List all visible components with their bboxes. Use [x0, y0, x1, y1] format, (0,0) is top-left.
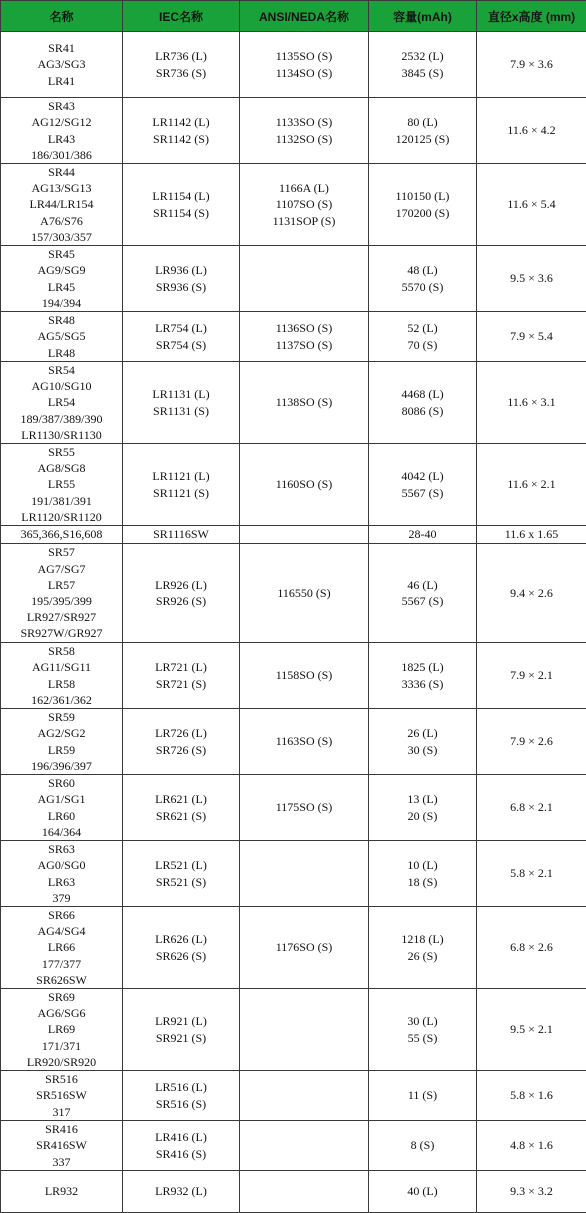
- cell-capacity: [369, 709, 477, 775]
- cell-iec-name-line: SR926 (S): [125, 593, 237, 609]
- cell-name-line: 162/361/362: [3, 692, 120, 708]
- table-row: [1, 526, 586, 544]
- cell-ansi-neda-name-line: 1132SO (S): [242, 131, 366, 147]
- cell-name-line: SR516: [3, 1071, 120, 1087]
- table-row: [1, 98, 586, 164]
- cell-dimensions: [477, 643, 586, 709]
- cell-capacity: [369, 989, 477, 1071]
- table-row: [1, 246, 586, 312]
- table-row: [1, 444, 586, 526]
- table-row: [1, 1171, 586, 1213]
- table-body: [1, 32, 586, 1213]
- cell-dimensions: [477, 841, 586, 907]
- cell-capacity-line: 4468 (L): [371, 386, 474, 402]
- cell-dimensions-value: 5.8 × 2.1: [479, 865, 584, 881]
- cell-ansi-neda-name-line: 1163SO (S): [242, 733, 366, 749]
- cell-dimensions-value: 11.6 × 5.4: [479, 196, 584, 212]
- cell-ansi-neda-name-line: 1107SO (S): [242, 196, 366, 212]
- cell-iec-name: [123, 643, 240, 709]
- table-row: [1, 312, 586, 362]
- cell-name: [1, 544, 123, 643]
- cell-dimensions: [477, 989, 586, 1071]
- cell-name-line: LR69: [3, 1021, 120, 1037]
- cell-name-line: 164/364: [3, 824, 120, 840]
- cell-dimensions-value: 7.9 × 2.1: [479, 667, 584, 683]
- cell-iec-name: [123, 526, 240, 544]
- cell-name-line: AG6/SG6: [3, 1005, 120, 1021]
- cell-ansi-neda-name: [240, 1171, 369, 1213]
- cell-name-line: LR41: [3, 73, 120, 89]
- cell-iec-name-line: LR926 (L): [125, 577, 237, 593]
- cell-name: [1, 1071, 123, 1121]
- cell-capacity: [369, 1071, 477, 1121]
- cell-iec-name: [123, 775, 240, 841]
- cell-ansi-neda-name-line: 1137SO (S): [242, 337, 366, 353]
- cell-iec-name-line: LR521 (L): [125, 857, 237, 873]
- cell-name-line: 189/387/389/390: [3, 411, 120, 427]
- cell-name-line: 365,366,S16,608: [3, 526, 120, 542]
- cell-name-line: AG9/SG9: [3, 262, 120, 278]
- cell-iec-name: [123, 1121, 240, 1171]
- cell-dimensions-value: 9.5 × 2.1: [479, 1021, 584, 1037]
- cell-iec-name-line: LR932 (L): [125, 1183, 237, 1199]
- table-row: [1, 1121, 586, 1171]
- cell-ansi-neda-name: [240, 362, 369, 444]
- cell-name-line: SR57: [3, 544, 120, 560]
- cell-iec-name-line: SR516 (S): [125, 1096, 237, 1112]
- cell-iec-name-line: LR1142 (L): [125, 114, 237, 130]
- cell-ansi-neda-name: [240, 841, 369, 907]
- cell-capacity-line: 8086 (S): [371, 403, 474, 419]
- cell-ansi-neda-name: [240, 907, 369, 989]
- cell-iec-name-line: LR1154 (L): [125, 188, 237, 204]
- cell-iec-name-line: SR1131 (S): [125, 403, 237, 419]
- cell-name-line: SR63: [3, 841, 120, 857]
- cell-name: [1, 1171, 123, 1213]
- cell-name-line: SR516SW: [3, 1087, 120, 1103]
- table-row: [1, 643, 586, 709]
- cell-dimensions: [477, 246, 586, 312]
- cell-dimensions: [477, 709, 586, 775]
- cell-name: [1, 444, 123, 526]
- cell-name: [1, 643, 123, 709]
- cell-dimensions: [477, 1071, 586, 1121]
- cell-capacity-line: 55 (S): [371, 1030, 474, 1046]
- cell-iec-name-line: LR721 (L): [125, 659, 237, 675]
- cell-capacity: [369, 1121, 477, 1171]
- cell-dimensions-value: 6.8 × 2.1: [479, 799, 584, 815]
- cell-name-line: SR416SW: [3, 1137, 120, 1153]
- cell-capacity: [369, 312, 477, 362]
- cell-name-line: LR44/LR154: [3, 196, 120, 212]
- cell-ansi-neda-name: [240, 709, 369, 775]
- cell-capacity-line: 30 (L): [371, 1013, 474, 1029]
- cell-name-line: SR66: [3, 907, 120, 923]
- cell-capacity: [369, 643, 477, 709]
- cell-capacity: [369, 246, 477, 312]
- cell-iec-name-line: LR1131 (L): [125, 386, 237, 402]
- cell-capacity-line: 5570 (S): [371, 279, 474, 295]
- cell-iec-name: [123, 164, 240, 246]
- cell-iec-name-line: LR626 (L): [125, 931, 237, 947]
- cell-name-line: LR58: [3, 676, 120, 692]
- cell-name-line: LR1130/SR1130: [3, 427, 120, 443]
- table-row: [1, 32, 586, 98]
- cell-iec-name-line: LR936 (L): [125, 262, 237, 278]
- cell-name-line: AG3/SG3: [3, 56, 120, 72]
- header-iec-name: IEC名称: [123, 1, 240, 32]
- cell-name-line: 177/377: [3, 956, 120, 972]
- cell-iec-name-line: LR921 (L): [125, 1013, 237, 1029]
- cell-name-line: AG5/SG5: [3, 328, 120, 344]
- header-ansi-neda-name: ANSI/NEDA名称: [240, 1, 369, 32]
- cell-capacity-line: 110150 (L): [371, 188, 474, 204]
- cell-capacity-line: 2532 (L): [371, 48, 474, 64]
- cell-iec-name: [123, 312, 240, 362]
- cell-dimensions-value: 11.6 × 3.1: [479, 394, 584, 410]
- cell-name: [1, 775, 123, 841]
- cell-ansi-neda-name-line: 1136SO (S): [242, 320, 366, 336]
- cell-name: [1, 164, 123, 246]
- cell-capacity-line: 13 (L): [371, 791, 474, 807]
- cell-dimensions-value: 11.6 x 1.65: [479, 526, 584, 542]
- cell-name-line: LR66: [3, 939, 120, 955]
- cell-iec-name-line: SR726 (S): [125, 742, 237, 758]
- cell-name-line: LR63: [3, 874, 120, 890]
- cell-dimensions-value: 4.8 × 1.6: [479, 1137, 584, 1153]
- cell-capacity-line: 40 (L): [371, 1183, 474, 1199]
- cell-capacity-line: 170200 (S): [371, 205, 474, 221]
- cell-dimensions: [477, 444, 586, 526]
- cell-iec-name-line: SR626 (S): [125, 948, 237, 964]
- cell-ansi-neda-name: [240, 1121, 369, 1171]
- cell-name-line: AG0/SG0: [3, 857, 120, 873]
- cell-iec-name-line: LR754 (L): [125, 320, 237, 336]
- cell-dimensions: [477, 164, 586, 246]
- cell-capacity-line: 1825 (L): [371, 659, 474, 675]
- cell-dimensions: [477, 1171, 586, 1213]
- cell-iec-name-line: SR1121 (S): [125, 485, 237, 501]
- header-row: [1, 1, 586, 32]
- cell-name-line: LR55: [3, 476, 120, 492]
- cell-iec-name: [123, 841, 240, 907]
- cell-ansi-neda-name-line: 1133SO (S): [242, 114, 366, 130]
- cell-name: [1, 32, 123, 98]
- cell-dimensions-value: 5.8 × 1.6: [479, 1087, 584, 1103]
- cell-name-line: SR69: [3, 989, 120, 1005]
- header-dimensions: 直径x高度 (mm): [477, 1, 586, 32]
- cell-dimensions-value: 7.9 × 3.6: [479, 56, 584, 72]
- cell-name-line: LR927/SR927: [3, 609, 120, 625]
- cell-name-line: SR59: [3, 709, 120, 725]
- cell-ansi-neda-name: [240, 32, 369, 98]
- cell-ansi-neda-name-line: 1135SO (S): [242, 48, 366, 64]
- cell-name-line: AG12/SG12: [3, 114, 120, 130]
- cell-name: [1, 841, 123, 907]
- cell-dimensions-value: 9.4 × 2.6: [479, 585, 584, 601]
- cell-iec-name-line: LR736 (L): [125, 48, 237, 64]
- cell-name-line: LR54: [3, 394, 120, 410]
- cell-iec-name: [123, 1171, 240, 1213]
- cell-name-line: SR60: [3, 775, 120, 791]
- cell-dimensions: [477, 98, 586, 164]
- cell-ansi-neda-name-line: 1138SO (S): [242, 394, 366, 410]
- cell-name: [1, 709, 123, 775]
- cell-name: [1, 98, 123, 164]
- cell-name-line: 337: [3, 1154, 120, 1170]
- cell-capacity-line: 1218 (L): [371, 931, 474, 947]
- cell-name-line: SR41: [3, 40, 120, 56]
- cell-dimensions: [477, 526, 586, 544]
- cell-capacity-line: 4042 (L): [371, 468, 474, 484]
- cell-capacity: [369, 32, 477, 98]
- cell-dimensions-value: 6.8 × 2.6: [479, 939, 584, 955]
- cell-capacity-line: 3336 (S): [371, 676, 474, 692]
- cell-iec-name: [123, 98, 240, 164]
- table-row: [1, 841, 586, 907]
- cell-capacity-line: 46 (L): [371, 577, 474, 593]
- cell-ansi-neda-name: [240, 775, 369, 841]
- cell-name-line: SR45: [3, 246, 120, 262]
- cell-iec-name: [123, 907, 240, 989]
- cell-dimensions: [477, 312, 586, 362]
- cell-name: [1, 1121, 123, 1171]
- cell-iec-name: [123, 709, 240, 775]
- cell-capacity-line: 11 (S): [371, 1087, 474, 1103]
- cell-name-line: AG1/SG1: [3, 791, 120, 807]
- cell-name-line: SR48: [3, 312, 120, 328]
- cell-name-line: 195/395/399: [3, 593, 120, 609]
- cell-capacity-line: 30 (S): [371, 742, 474, 758]
- cell-iec-name-line: SR721 (S): [125, 676, 237, 692]
- cell-capacity: [369, 775, 477, 841]
- cell-name-line: LR1120/SR1120: [3, 509, 120, 525]
- cell-capacity-line: 5567 (S): [371, 593, 474, 609]
- cell-name-line: 379: [3, 890, 120, 906]
- table-row: [1, 362, 586, 444]
- cell-capacity-line: 5567 (S): [371, 485, 474, 501]
- cell-capacity: [369, 164, 477, 246]
- cell-ansi-neda-name-line: 1158SO (S): [242, 667, 366, 683]
- cell-name-line: 186/301/386: [3, 147, 120, 163]
- cell-capacity-line: 48 (L): [371, 262, 474, 278]
- cell-dimensions: [477, 1121, 586, 1171]
- cell-name-line: A76/S76: [3, 213, 120, 229]
- cell-ansi-neda-name: [240, 544, 369, 643]
- cell-name-line: 171/371: [3, 1038, 120, 1054]
- cell-dimensions: [477, 775, 586, 841]
- cell-name-line: AG4/SG4: [3, 923, 120, 939]
- cell-iec-name: [123, 32, 240, 98]
- cell-capacity-line: 28-40: [371, 526, 474, 542]
- cell-capacity: [369, 1171, 477, 1213]
- cell-ansi-neda-name: [240, 989, 369, 1071]
- cell-dimensions-value: 11.6 × 2.1: [479, 476, 584, 492]
- cell-name: [1, 907, 123, 989]
- cell-ansi-neda-name-line: 116550 (S): [242, 585, 366, 601]
- table-row: [1, 775, 586, 841]
- cell-name-line: LR45: [3, 279, 120, 295]
- cell-name-line: LR920/SR920: [3, 1054, 120, 1070]
- cell-name-line: LR57: [3, 577, 120, 593]
- cell-name-line: 196/396/397: [3, 758, 120, 774]
- cell-iec-name-line: SR1142 (S): [125, 131, 237, 147]
- cell-iec-name-line: LR726 (L): [125, 725, 237, 741]
- cell-capacity: [369, 362, 477, 444]
- cell-iec-name-line: LR516 (L): [125, 1079, 237, 1095]
- cell-name-line: AG11/SG11: [3, 659, 120, 675]
- table-row: [1, 164, 586, 246]
- cell-name-line: SR626SW: [3, 972, 120, 988]
- cell-name: [1, 312, 123, 362]
- cell-iec-name-line: SR736 (S): [125, 65, 237, 81]
- cell-ansi-neda-name: [240, 526, 369, 544]
- cell-name-line: AG10/SG10: [3, 378, 120, 394]
- cell-name: [1, 246, 123, 312]
- cell-name-line: SR54: [3, 362, 120, 378]
- cell-capacity: [369, 444, 477, 526]
- cell-iec-name-line: LR416 (L): [125, 1129, 237, 1145]
- cell-ansi-neda-name-line: 1175SO (S): [242, 799, 366, 815]
- cell-capacity-line: 20 (S): [371, 808, 474, 824]
- cell-capacity: [369, 907, 477, 989]
- cell-ansi-neda-name: [240, 643, 369, 709]
- table-row: [1, 709, 586, 775]
- cell-capacity-line: 3845 (S): [371, 65, 474, 81]
- cell-iec-name: [123, 362, 240, 444]
- cell-name-line: AG13/SG13: [3, 180, 120, 196]
- cell-capacity: [369, 526, 477, 544]
- table-row: [1, 989, 586, 1071]
- cell-iec-name-line: SR621 (S): [125, 808, 237, 824]
- cell-name-line: SR55: [3, 444, 120, 460]
- cell-ansi-neda-name-line: 1160SO (S): [242, 476, 366, 492]
- cell-name-line: LR43: [3, 131, 120, 147]
- cell-name-line: LR59: [3, 742, 120, 758]
- cell-iec-name: [123, 246, 240, 312]
- cell-capacity-line: 26 (S): [371, 948, 474, 964]
- cell-iec-name-line: SR936 (S): [125, 279, 237, 295]
- cell-capacity-line: 10 (L): [371, 857, 474, 873]
- cell-name-line: AG2/SG2: [3, 725, 120, 741]
- cell-iec-name: [123, 1071, 240, 1121]
- cell-ansi-neda-name: [240, 246, 369, 312]
- cell-iec-name-line: SR754 (S): [125, 337, 237, 353]
- table-row: [1, 544, 586, 643]
- cell-name: [1, 989, 123, 1071]
- cell-name-line: SR416: [3, 1121, 120, 1137]
- cell-name-line: 194/394: [3, 295, 120, 311]
- cell-dimensions-value: 11.6 × 4.2: [479, 122, 584, 138]
- cell-name: [1, 526, 123, 544]
- cell-dimensions-value: 7.9 × 2.6: [479, 733, 584, 749]
- cell-ansi-neda-name: [240, 164, 369, 246]
- cell-iec-name-line: SR1154 (S): [125, 205, 237, 221]
- cell-capacity-line: 52 (L): [371, 320, 474, 336]
- cell-dimensions: [477, 362, 586, 444]
- cell-iec-name-line: LR621 (L): [125, 791, 237, 807]
- cell-iec-name-line: SR521 (S): [125, 874, 237, 890]
- cell-name-line: LR932: [3, 1183, 120, 1199]
- cell-capacity-line: 8 (S): [371, 1137, 474, 1153]
- cell-ansi-neda-name: [240, 1071, 369, 1121]
- cell-dimensions: [477, 32, 586, 98]
- cell-capacity: [369, 98, 477, 164]
- cell-ansi-neda-name-line: 1134SO (S): [242, 65, 366, 81]
- cell-iec-name-line: SR921 (S): [125, 1030, 237, 1046]
- cell-name-line: AG8/SG8: [3, 460, 120, 476]
- header-name: 名称: [1, 1, 123, 32]
- cell-ansi-neda-name: [240, 444, 369, 526]
- cell-iec-name-line: SR416 (S): [125, 1146, 237, 1162]
- cell-name: [1, 362, 123, 444]
- cell-ansi-neda-name-line: 1131SOP (S): [242, 213, 366, 229]
- cell-name-line: 191/381/391: [3, 493, 120, 509]
- cell-capacity-line: 80 (L): [371, 114, 474, 130]
- cell-name-line: 317: [3, 1104, 120, 1120]
- cell-iec-name-line: LR1121 (L): [125, 468, 237, 484]
- table-row: [1, 1071, 586, 1121]
- cell-name-line: SR927W/GR927: [3, 625, 120, 641]
- cell-iec-name: [123, 989, 240, 1071]
- cell-capacity-line: 120125 (S): [371, 131, 474, 147]
- cell-ansi-neda-name: [240, 312, 369, 362]
- cell-dimensions: [477, 907, 586, 989]
- cell-dimensions: [477, 544, 586, 643]
- cell-ansi-neda-name-line: 1166A (L): [242, 180, 366, 196]
- cell-capacity-line: 26 (L): [371, 725, 474, 741]
- cell-iec-name-line: SR1116SW: [125, 526, 237, 542]
- header-capacity: 容量(mAh): [369, 1, 477, 32]
- cell-dimensions-value: 7.9 × 5.4: [479, 328, 584, 344]
- cell-name-line: LR48: [3, 345, 120, 361]
- cell-name-line: AG7/SG7: [3, 561, 120, 577]
- cell-iec-name: [123, 444, 240, 526]
- cell-ansi-neda-name: [240, 98, 369, 164]
- cell-name-line: SR43: [3, 98, 120, 114]
- cell-name-line: 157/303/357: [3, 229, 120, 245]
- cell-name-line: LR60: [3, 808, 120, 824]
- cell-ansi-neda-name-line: 1176SO (S): [242, 939, 366, 955]
- cell-name-line: SR58: [3, 643, 120, 659]
- cell-dimensions-value: 9.3 × 3.2: [479, 1183, 584, 1199]
- cell-name-line: SR44: [3, 164, 120, 180]
- cell-capacity-line: 18 (S): [371, 874, 474, 890]
- cell-capacity: [369, 544, 477, 643]
- cell-dimensions-value: 9.5 × 3.6: [479, 270, 584, 286]
- table-row: [1, 907, 586, 989]
- cell-capacity-line: 70 (S): [371, 337, 474, 353]
- cell-capacity: [369, 841, 477, 907]
- cell-iec-name: [123, 544, 240, 643]
